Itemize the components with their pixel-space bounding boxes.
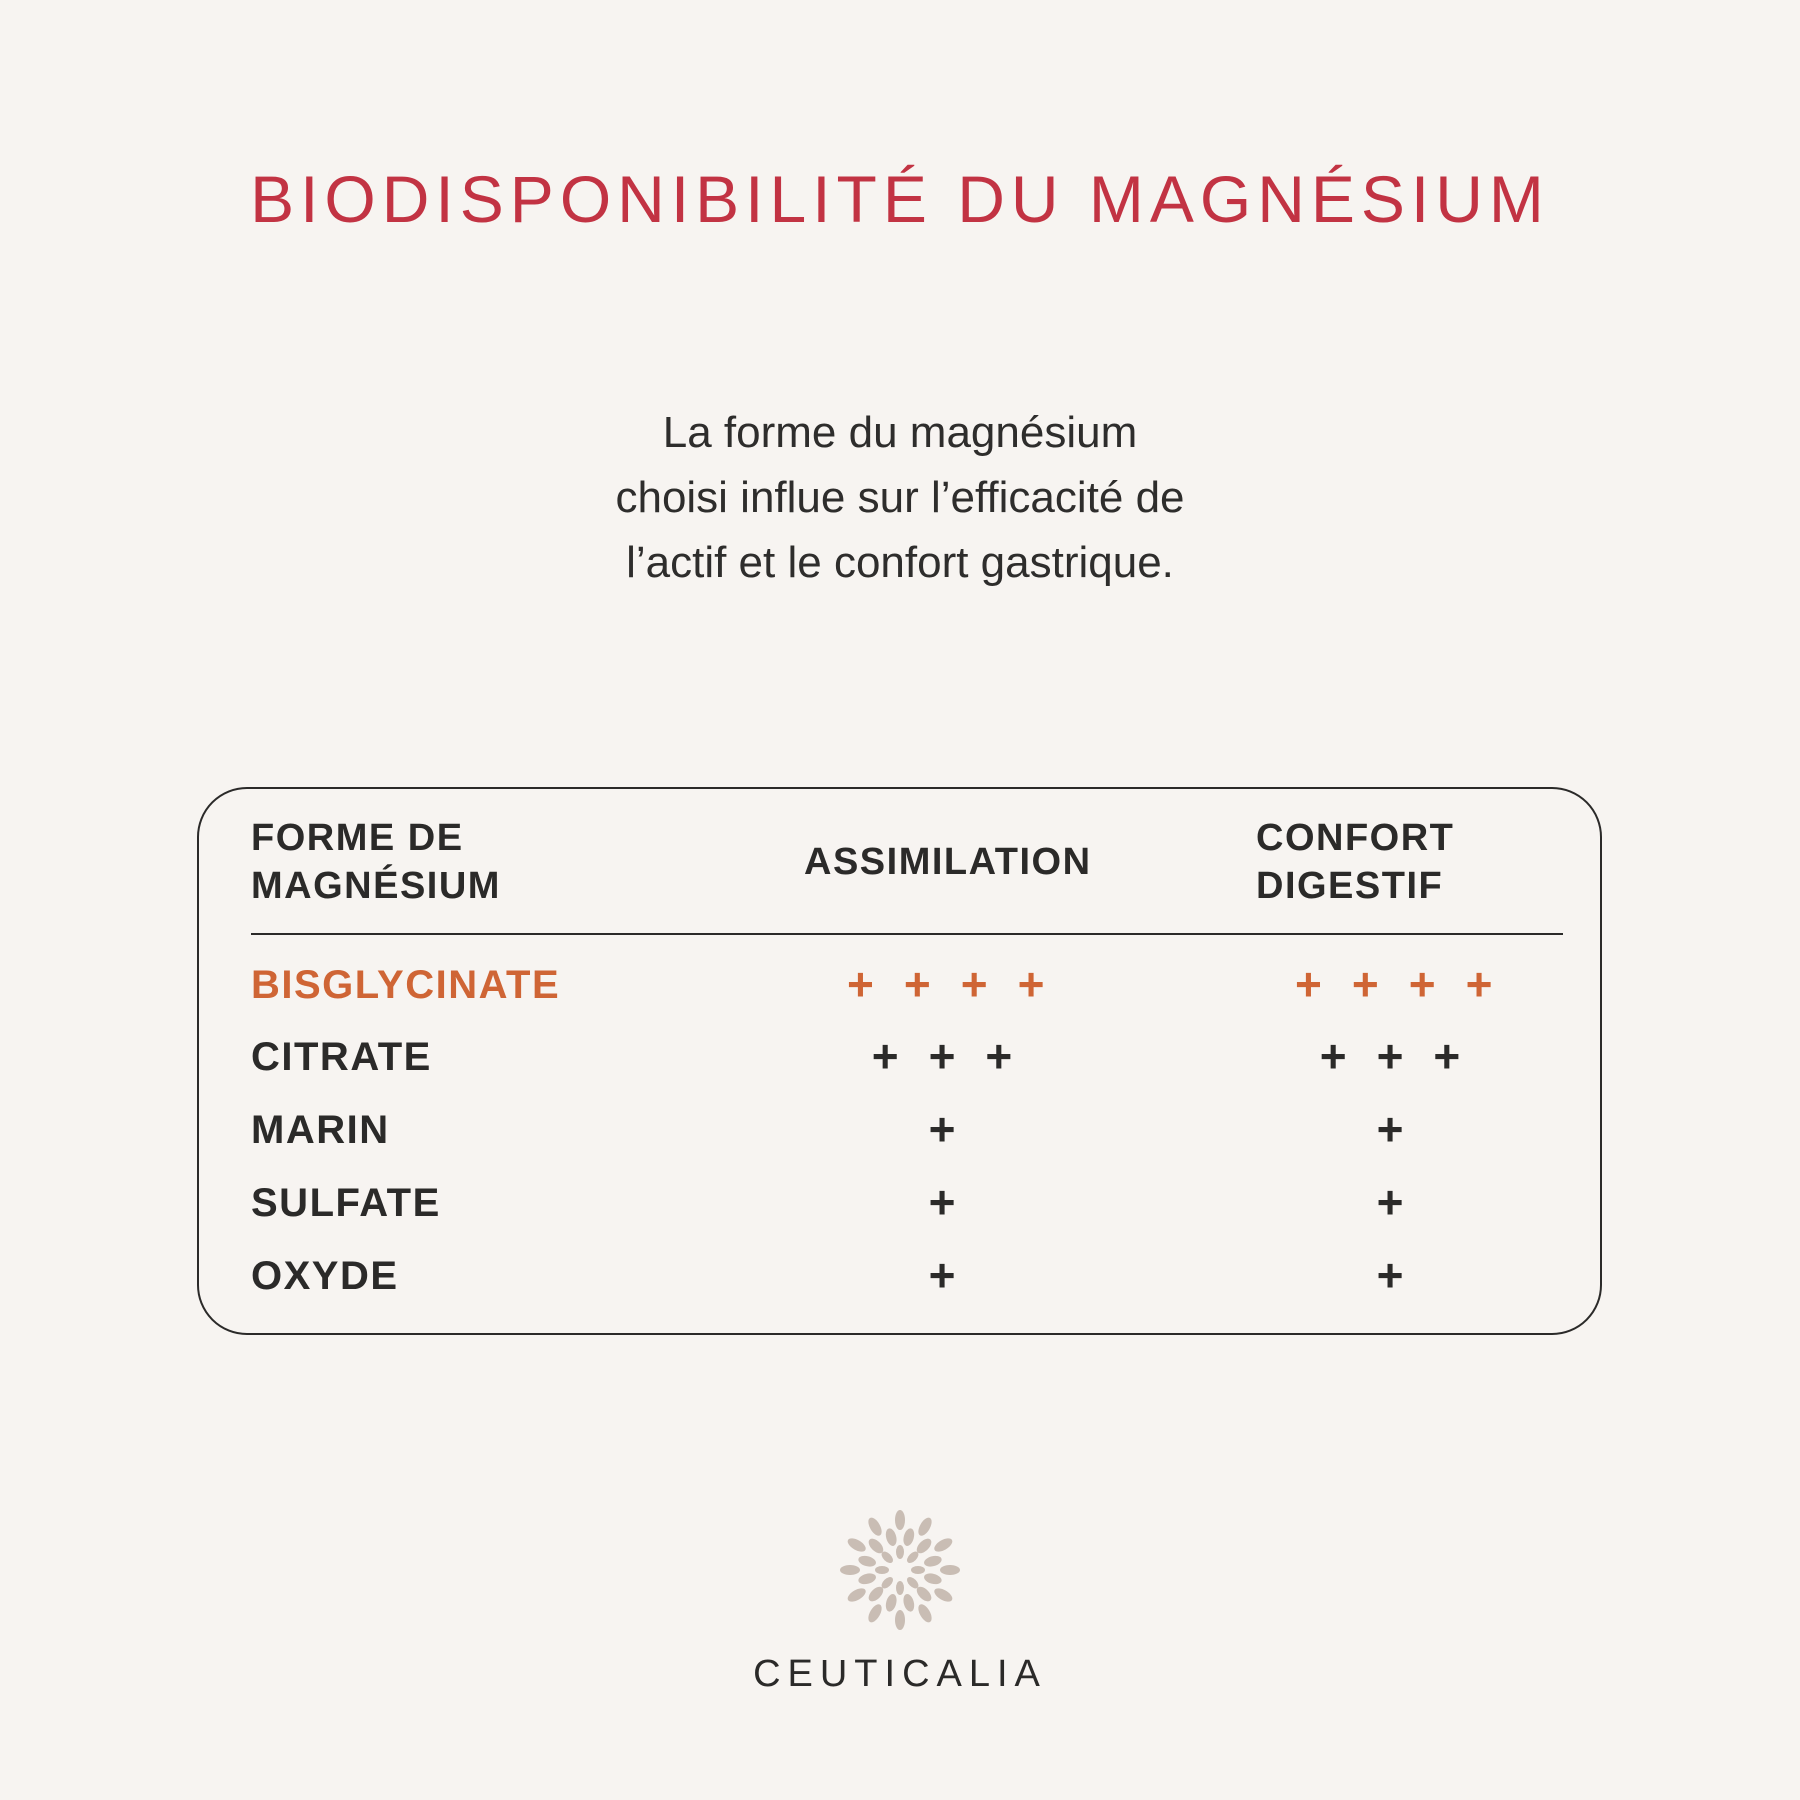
intro-line-1: La forme du magnésium (662, 408, 1138, 457)
comparison-table (197, 787, 1602, 1335)
header-confort (1256, 814, 1454, 910)
assimilation-rating: + (928, 1249, 986, 1301)
row-name: BISGLYCINATE (251, 963, 561, 1007)
intro-line-3: l’actif et le confort gastrique. (626, 538, 1174, 587)
row-name: MARIN (251, 1108, 390, 1152)
table-row-sulfate (199, 1173, 1600, 1233)
intro-line-2: choisi influe sur l’efficacité de (615, 473, 1185, 522)
assimilation-rating: + (928, 1176, 986, 1228)
header-assimilation: ASSIMILATION (804, 841, 1092, 883)
header-divider (251, 933, 1563, 935)
header-confort-line-2: DIGESTIF (1256, 865, 1444, 907)
table-row-oxyde (199, 1246, 1600, 1306)
header-confort-line-1: CONFORT (1256, 817, 1455, 859)
intro-text (450, 400, 1350, 595)
confort-rating: +++ (1319, 1030, 1491, 1082)
flower-mandala-icon (838, 1508, 962, 1632)
row-name: CITRATE (251, 1035, 432, 1079)
page-title: BIODISPONIBILITÉ DU MAGNÉSIUM (250, 162, 1550, 236)
assimilation-rating: + (928, 1103, 986, 1155)
table-row-citrate (199, 1027, 1600, 1087)
row-name: OXYDE (251, 1254, 399, 1298)
row-name: SULFATE (251, 1181, 441, 1225)
confort-rating: + (1376, 1103, 1434, 1155)
assimilation-rating: +++ (871, 1030, 1043, 1082)
table-row-marin (199, 1100, 1600, 1160)
confort-rating: + (1376, 1176, 1434, 1228)
header-form (251, 814, 501, 910)
confort-rating: + (1376, 1249, 1434, 1301)
confort-rating: ++++ (1295, 958, 1523, 1010)
header-form-line-1: FORME DE (251, 817, 464, 859)
header-form-line-2: MAGNÉSIUM (251, 865, 501, 907)
assimilation-rating: ++++ (847, 958, 1075, 1010)
table-row-bisglycinate (199, 955, 1600, 1015)
brand-name: CEUTICALIA (753, 1653, 1047, 1695)
